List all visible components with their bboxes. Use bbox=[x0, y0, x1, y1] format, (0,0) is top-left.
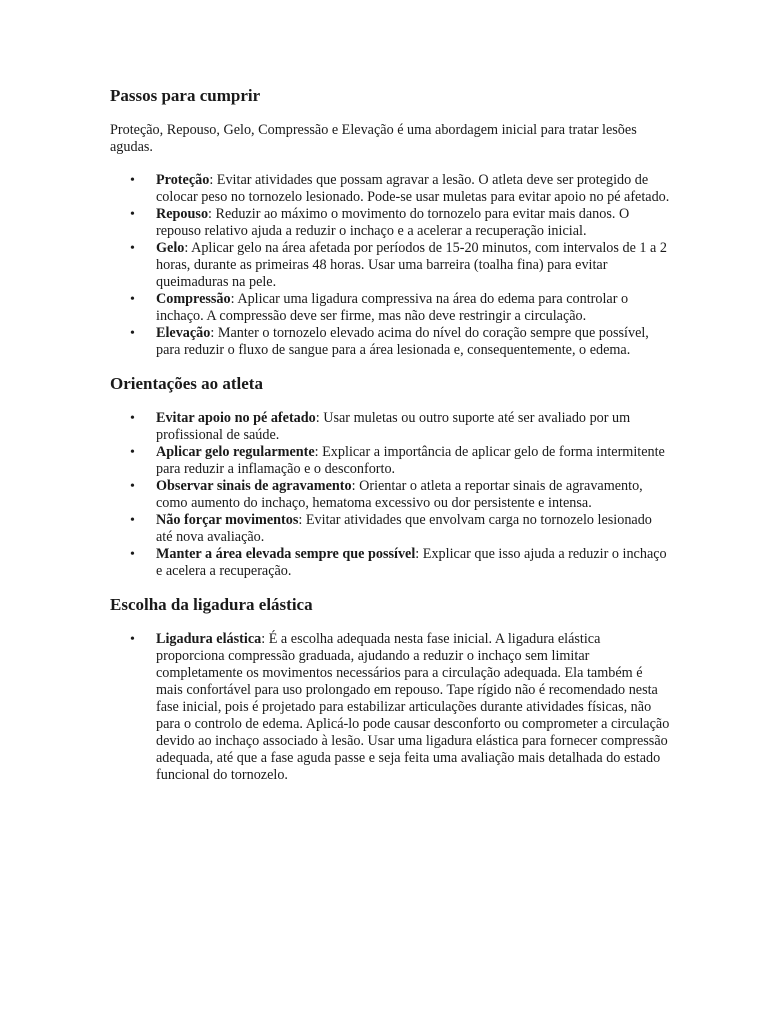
list-item-term: Compressão bbox=[156, 291, 231, 307]
list-item-term: Elevação bbox=[156, 325, 211, 341]
bullet-icon: • bbox=[130, 547, 135, 562]
list-item-term: Gelo bbox=[156, 240, 185, 256]
bullet-list-orientacoes bbox=[110, 410, 670, 580]
list-item bbox=[110, 206, 670, 240]
list-item-text: : Orientar o atleta a reportar sinais de agravamento, como aumento do inchaço, hematoma excessivo ou dor persistente e intensa. bbox=[156, 478, 643, 511]
list-item bbox=[110, 512, 670, 546]
list-item-term: Ligadura elástica bbox=[156, 631, 262, 647]
list-item-term: Repouso bbox=[156, 206, 209, 222]
bullet-icon: • bbox=[130, 292, 135, 307]
bullet-icon: • bbox=[130, 479, 135, 494]
document-page bbox=[110, 86, 670, 784]
bullet-icon: • bbox=[130, 445, 135, 460]
bullet-icon: • bbox=[130, 207, 135, 222]
intro-paragraph: Proteção, Repouso, Gelo, Compressão e Elevação é uma abordagem inicial para tratar lesões agudas. bbox=[110, 122, 637, 155]
list-item bbox=[110, 410, 670, 444]
list-item bbox=[110, 291, 670, 325]
list-item-text: : Manter o tornozelo elevado acima do nível do coração sempre que possível, para reduzir o fluxo de sangue para a área lesionada e, consequentemente, o edema. bbox=[156, 325, 649, 358]
section-heading-ligadura: Escolha da ligadura elástica bbox=[110, 595, 313, 614]
list-item-term: Manter a área elevada sempre que possível bbox=[156, 546, 416, 562]
list-item-term: Proteção bbox=[156, 172, 210, 188]
bullet-list-ligadura bbox=[110, 631, 670, 784]
list-item-text: : Explicar a importância de aplicar gelo de forma intermitente para reduzir a inflamação e o desconforto. bbox=[156, 444, 665, 477]
list-item-text: : É a escolha adequada nesta fase inicial. A ligadura elástica proporciona compressão graduada, ajudando a reduzir o inchaço sem limitar completamente os movimentos necessários para a circulação adequada. Ela também é mais confortável para uso prolongado em repouso. Tape rígido não é recomendado nesta fase inicial, pois é projetado para estabilizar articulações durante atividades físicas, não para o controlo de edema. Aplicá-lo pode causar desconforto ou comprometer a circulação devido ao inchaço associado à lesão. Usar uma ligadura elástica para fornecer compressão adequada, até que a fase aguda passe e seja feita uma avaliação mais detalhada do estado funcional do tornozelo. bbox=[156, 631, 670, 783]
list-item bbox=[110, 325, 670, 359]
section-heading-passos: Passos para cumprir bbox=[110, 86, 261, 105]
list-item-text: : Aplicar uma ligadura compressiva na área do edema para controlar o inchaço. A compressão deve ser firme, mas não deve restringir a circulação. bbox=[156, 291, 629, 324]
list-item bbox=[110, 631, 670, 784]
bullet-list-passos bbox=[110, 172, 670, 359]
section-heading-orientacoes: Orientações ao atleta bbox=[110, 374, 263, 393]
bullet-icon: • bbox=[130, 173, 135, 188]
list-item-text: : Evitar atividades que possam agravar a lesão. O atleta deve ser protegido de colocar peso no tornozelo lesionado. Pode-se usar muletas para evitar apoio no pé afetado. bbox=[156, 172, 670, 205]
list-item bbox=[110, 478, 670, 512]
list-item bbox=[110, 546, 670, 580]
bullet-icon: • bbox=[130, 513, 135, 528]
list-item-text: : Aplicar gelo na área afetada por períodos de 15-20 minutos, com intervalos de 1 a 2 horas, durante as primeiras 48 horas. Usar uma barreira (toalha fina) para evitar queimaduras na pele. bbox=[156, 240, 667, 290]
list-item-term: Observar sinais de agravamento bbox=[156, 478, 352, 494]
list-item bbox=[110, 240, 670, 291]
list-item-term: Não forçar movimentos bbox=[156, 512, 299, 528]
bullet-icon: • bbox=[130, 411, 135, 426]
list-item-text: : Reduzir ao máximo o movimento do tornozelo para evitar mais danos. O repouso relativo ajuda a reduzir o inchaço e a acelerar a recuperação inicial. bbox=[156, 206, 630, 239]
list-item bbox=[110, 444, 670, 478]
list-item-text: : Usar muletas ou outro suporte até ser avaliado por um profissional de saúde. bbox=[156, 410, 631, 443]
list-item-term: Evitar apoio no pé afetado bbox=[156, 410, 316, 426]
list-item-text: : Evitar atividades que envolvam carga no tornozelo lesionado até nova avaliação. bbox=[156, 512, 652, 545]
list-item-term: Aplicar gelo regularmente bbox=[156, 444, 315, 460]
bullet-icon: • bbox=[130, 632, 135, 647]
bullet-icon: • bbox=[130, 241, 135, 256]
bullet-icon: • bbox=[130, 326, 135, 341]
list-item bbox=[110, 172, 670, 206]
list-item-text: : Explicar que isso ajuda a reduzir o inchaço e acelera a recuperação. bbox=[156, 546, 667, 579]
